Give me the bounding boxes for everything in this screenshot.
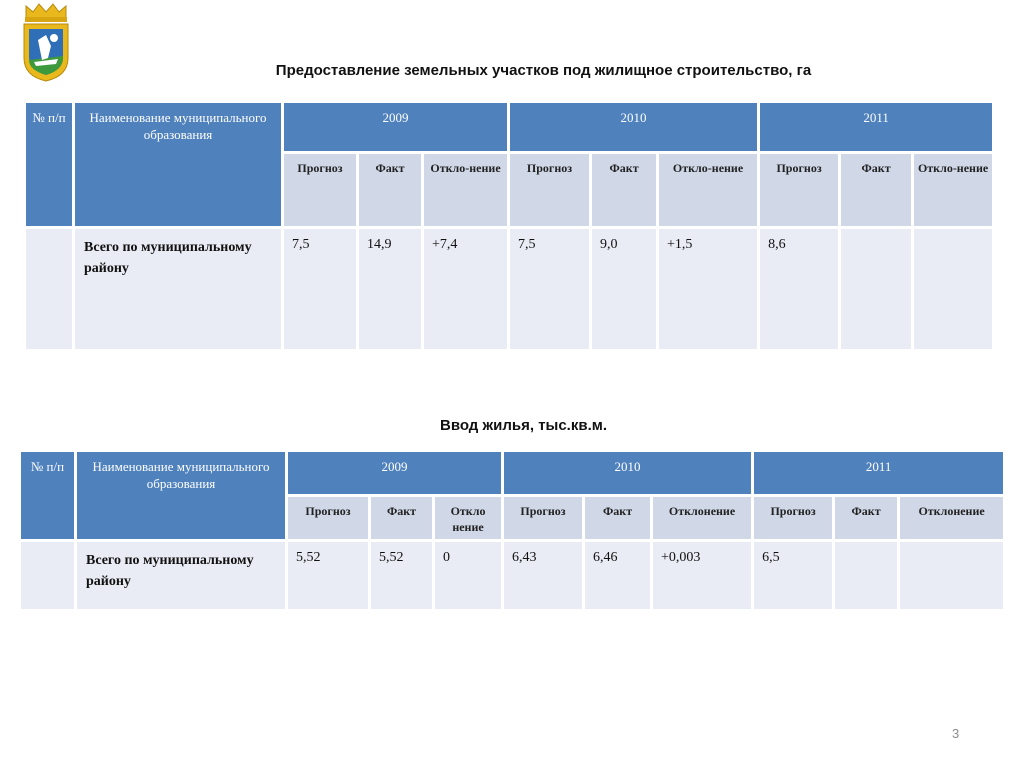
year-header: 2011 <box>760 103 992 151</box>
subheader-deviation: Откло-нение <box>424 154 507 226</box>
subheader-fact: Факт <box>592 154 656 226</box>
year-header: 2009 <box>288 452 501 494</box>
table-row <box>26 229 992 349</box>
col-number-header: № п/п <box>26 103 72 226</box>
subheader-deviation: Откло-нение <box>914 154 992 226</box>
subheader-forecast: Прогноз <box>504 497 582 539</box>
subheader-forecast: Прогноз <box>284 154 356 226</box>
value-cell: 7,5 <box>510 229 589 349</box>
year-header: 2010 <box>504 452 751 494</box>
value-cell: +0,003 <box>653 542 751 609</box>
subheader-deviation: Отклонение <box>900 497 1003 539</box>
subheader-deviation: Отклонение <box>653 497 751 539</box>
value-cell <box>841 229 911 349</box>
value-cell: 5,52 <box>371 542 432 609</box>
value-cell: 14,9 <box>359 229 421 349</box>
table1-title: Предоставление земельных участков под жилищное строительство, га <box>275 62 812 79</box>
col-name-header: Наименование муниципального образования <box>77 452 285 539</box>
row-name: Всего по муниципальному району <box>77 542 285 609</box>
value-cell: 9,0 <box>592 229 656 349</box>
subheader-fact: Факт <box>585 497 650 539</box>
value-cell: 6,46 <box>585 542 650 609</box>
value-cell: 7,5 <box>284 229 356 349</box>
subheader-fact: Факт <box>359 154 421 226</box>
value-cell <box>900 542 1003 609</box>
table2-title: Ввод жилья, тыс.кв.м. <box>439 417 608 434</box>
year-header: 2010 <box>510 103 757 151</box>
subheader-forecast: Прогноз <box>760 154 838 226</box>
col-number-header: № п/п <box>21 452 74 539</box>
subheader-fact: Факт <box>371 497 432 539</box>
row-name: Всего по муниципальному району <box>75 229 281 349</box>
value-cell: +7,4 <box>424 229 507 349</box>
subheader-forecast: Прогноз <box>754 497 832 539</box>
value-cell: 6,43 <box>504 542 582 609</box>
land-plots-table <box>23 100 995 352</box>
subheader-fact: Факт <box>841 154 911 226</box>
value-cell <box>914 229 992 349</box>
slide-number: 3 <box>952 726 960 741</box>
value-cell: +1,5 <box>659 229 757 349</box>
subheader-deviation: Откло-нение <box>659 154 757 226</box>
col-name-header: Наименование муниципального образования <box>75 103 281 226</box>
value-cell <box>835 542 897 609</box>
year-header: 2009 <box>284 103 507 151</box>
row-number <box>21 542 74 609</box>
table-row <box>21 542 1003 609</box>
subheader-forecast: Прогноз <box>288 497 368 539</box>
subheader-deviation: Откло нение <box>435 497 501 539</box>
row-number <box>26 229 72 349</box>
value-cell: 5,52 <box>288 542 368 609</box>
value-cell: 6,5 <box>754 542 832 609</box>
housing-table <box>18 449 1006 612</box>
value-cell: 0 <box>435 542 501 609</box>
subheader-forecast: Прогноз <box>510 154 589 226</box>
value-cell: 8,6 <box>760 229 838 349</box>
subheader-fact: Факт <box>835 497 897 539</box>
year-header: 2011 <box>754 452 1003 494</box>
